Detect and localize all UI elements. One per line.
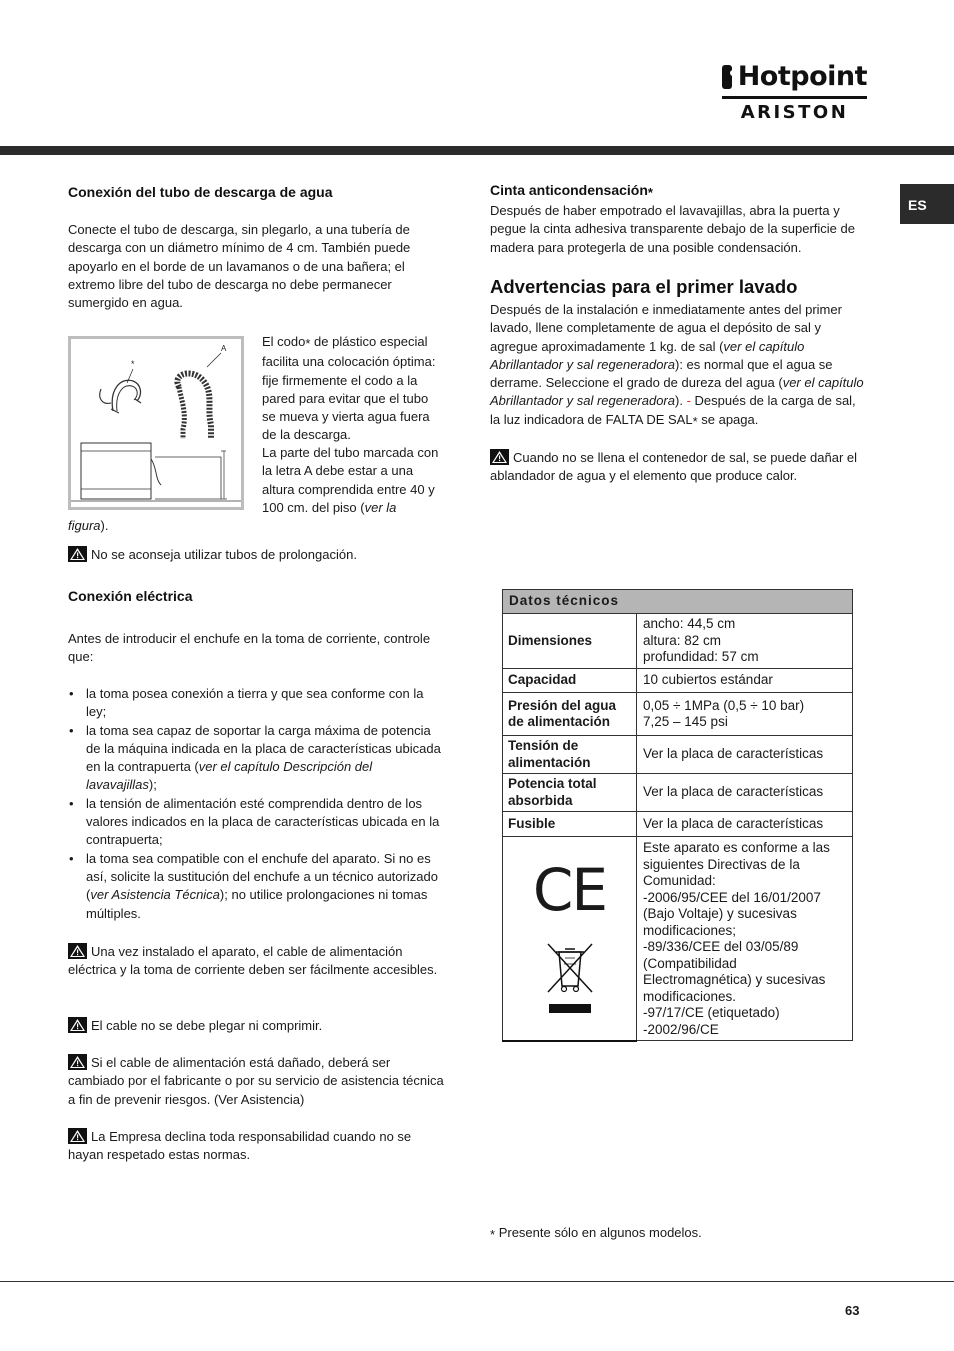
table-row xyxy=(503,669,853,693)
assistance-link[interactable]: ver Asistencia Técnica xyxy=(90,887,220,903)
logo-mark-icon xyxy=(722,65,732,89)
red-dash: - xyxy=(686,393,691,409)
ce-mark: CE xyxy=(532,856,607,924)
figure-star-label: * xyxy=(131,359,135,369)
warning-icon xyxy=(68,1128,87,1144)
row-value: 10 cubiertos estándar xyxy=(637,669,853,693)
table-title: Datos técnicos xyxy=(503,590,853,614)
electrical-checklist xyxy=(68,685,446,923)
warning-icon xyxy=(490,449,509,465)
row-value: Ver la placa de características xyxy=(637,774,853,812)
warning-cable-bend: El cable no se debe plegar ni comprimir. xyxy=(68,1017,444,1035)
footnote-star: * xyxy=(305,336,311,351)
part-a-text-end: figura). xyxy=(68,518,109,533)
logo-divider xyxy=(722,96,867,99)
list-item: • la tensión de alimentación esté comprendida dentro de los valores indicados en la placa de características ubicada en la contrapuerta; xyxy=(68,795,446,850)
table-row xyxy=(503,693,853,736)
table-row xyxy=(503,837,853,1041)
warning-icon xyxy=(68,943,87,959)
footnote-star: * xyxy=(490,1227,496,1242)
table-header-row xyxy=(503,590,853,614)
compliance-text: Este aparato es conforme a las siguientes Directivas de la Comunidad: -2006/95/CEE del 16/01/2007 (Bajo Voltaje) y sucesivas modificaciones; -89/336/CEE del 03/05/89 (Compatibilidad Electromagnética) y sucesivas modificaciones. -97/17/CE (etiquetado) -2002/96/CE xyxy=(637,837,853,1041)
first-wash-title: Advertencias para el primer lavado xyxy=(490,276,798,297)
table-row xyxy=(503,614,853,669)
row-label: Dimensiones xyxy=(503,614,637,669)
warning-cable-damaged: Si el cable de alimentación está dañado, deberá ser cambiado por el fabricante o por su servicio de asistencia técnica a fin de prevenir riesgos. (Ver Asistencia) xyxy=(68,1055,444,1107)
list-item: • la toma sea capaz de soportar la carga máxima de potencia de la máquina indicada en la placa de características ubicada en la contrapuerta (ver el capítulo Descripción del lavavajillas); xyxy=(68,722,446,795)
table-row xyxy=(503,812,853,837)
warning-icon xyxy=(68,546,87,562)
figure-link[interactable]: ver la xyxy=(364,499,397,515)
drain-hose-illustration xyxy=(71,339,241,507)
warning-icon xyxy=(68,1017,87,1033)
row-label: Tensión de alimentación xyxy=(503,736,637,774)
warning-accessible: Una vez instalado el aparato, el cable de alimentación eléctrica y la toma de corriente deben ser fácilmente accesibles. xyxy=(68,944,438,978)
footnote-star: * xyxy=(647,185,653,200)
electrical-intro: Antes de introducir el enchufe en la toma de corriente, controle que: xyxy=(68,631,431,665)
table-row xyxy=(503,774,853,812)
footer-divider xyxy=(0,1281,954,1282)
row-value: 0,05 ÷ 1MPa (0,5 ÷ 10 bar) 7,25 – 145 psi xyxy=(637,693,853,736)
compliance-marks xyxy=(503,837,637,1041)
warning-salt: Cuando no se llena el contenedor de sal, se puede dañar el ablandador de agua y el elemento que produce calor. xyxy=(490,450,858,484)
row-label: Presión del agua de alimentación xyxy=(503,693,637,736)
part-a-text: La parte del tubo marcada con la letra A debe estar a una altura comprendida entre 40 y 100 cm. del piso (ver la xyxy=(262,445,439,515)
brand-logo xyxy=(722,60,867,126)
footnote-star: * xyxy=(692,413,698,429)
list-item: • la toma sea compatible con el enchufe del aparato. Si no es así, solicite la sustitución del enchufe a un técnico autorizado (ver Asistencia Técnica); no utilice prolongaciones ni tomas múltiples. xyxy=(68,850,446,923)
list-item: • la toma posea conexión a tierra y que sea conforme con la ley; xyxy=(68,685,446,722)
warning-icon xyxy=(68,1054,87,1070)
language-tab: ES xyxy=(900,184,954,224)
footnote: * Presente sólo en algunos modelos. xyxy=(490,1225,702,1242)
page-number: 63 xyxy=(845,1303,860,1318)
drain-text: Conecte el tubo de descarga, sin plegarlo, a una tubería de descarga con un diámetro mínimo de 4 cm. También puede apoyarlo en el borde de un lavamanos o de una bañera; el extremo libre del tubo de descarga no debe permanecer sumergido en agua. xyxy=(68,222,411,311)
table-row xyxy=(503,736,853,774)
technical-data-table xyxy=(502,589,853,1042)
drain-hose-figure xyxy=(68,336,244,510)
row-label: Fusible xyxy=(503,812,637,837)
brand-sub: ARISTON xyxy=(740,102,849,123)
weee-bin-icon xyxy=(545,942,595,1016)
row-value: Ver la placa de características xyxy=(637,736,853,774)
brand-name: Hotpoint xyxy=(737,60,867,92)
warning-liability: La Empresa declina toda responsabilidad cuando no se hayan respetado estas normas. xyxy=(68,1129,412,1163)
row-value: ancho: 44,5 cm altura: 82 cm profundidad: 57 cm xyxy=(637,614,853,669)
electrical-title: Conexión eléctrica xyxy=(68,588,193,604)
warning-extension: No se aconseja utilizar tubos de prolongación. xyxy=(68,546,444,564)
strip-text: Después de haber empotrado el lavavajillas, abra la puerta y pegue la cinta adhesiva transparente debajo de la superficie de madera para protegerla de una posible condensación. xyxy=(490,203,855,255)
row-value: Ver la placa de características xyxy=(637,812,853,837)
rinse-salt-link[interactable]: ver el capítulo Abrillantador y sal regeneradora xyxy=(490,375,864,409)
first-wash-text: Después de la instalación e inmediatamente antes del primer lavado, llene completamente de agua el depósito de sal y agregue aproximadamente 1 kg. de sal (ver el capítulo Abrillantador y sal regeneradora): es normal que el agua se derrame. Seleccione el grado de dureza del agua (ver el capítulo Abrillantador y sal regeneradora). - Después de la carga de sal, la luz indicadora de FALTA DE SAL* se apaga. xyxy=(490,302,864,429)
elbow-text: El codo* de plástico especial facilita una colocación óptima: fije firmemente el codo a la pared para evitar que el tubo se mueva y vierta agua fuera de la descarga. xyxy=(262,334,436,443)
row-label: Capacidad xyxy=(503,669,637,693)
figure-link-cont[interactable]: figura xyxy=(68,518,101,533)
description-link[interactable]: ver el capítulo Descripción del lavavajillas xyxy=(86,759,373,793)
row-label: Potencia total absorbida xyxy=(503,774,637,812)
header-bar xyxy=(0,146,954,155)
drain-title: Conexión del tubo de descarga de agua xyxy=(68,184,333,200)
strip-title: Cinta anticondensación* xyxy=(490,182,653,200)
rinse-salt-link[interactable]: ver el capítulo Abrillantador y sal regeneradora xyxy=(490,338,805,372)
figure-a-label: A xyxy=(221,344,227,353)
